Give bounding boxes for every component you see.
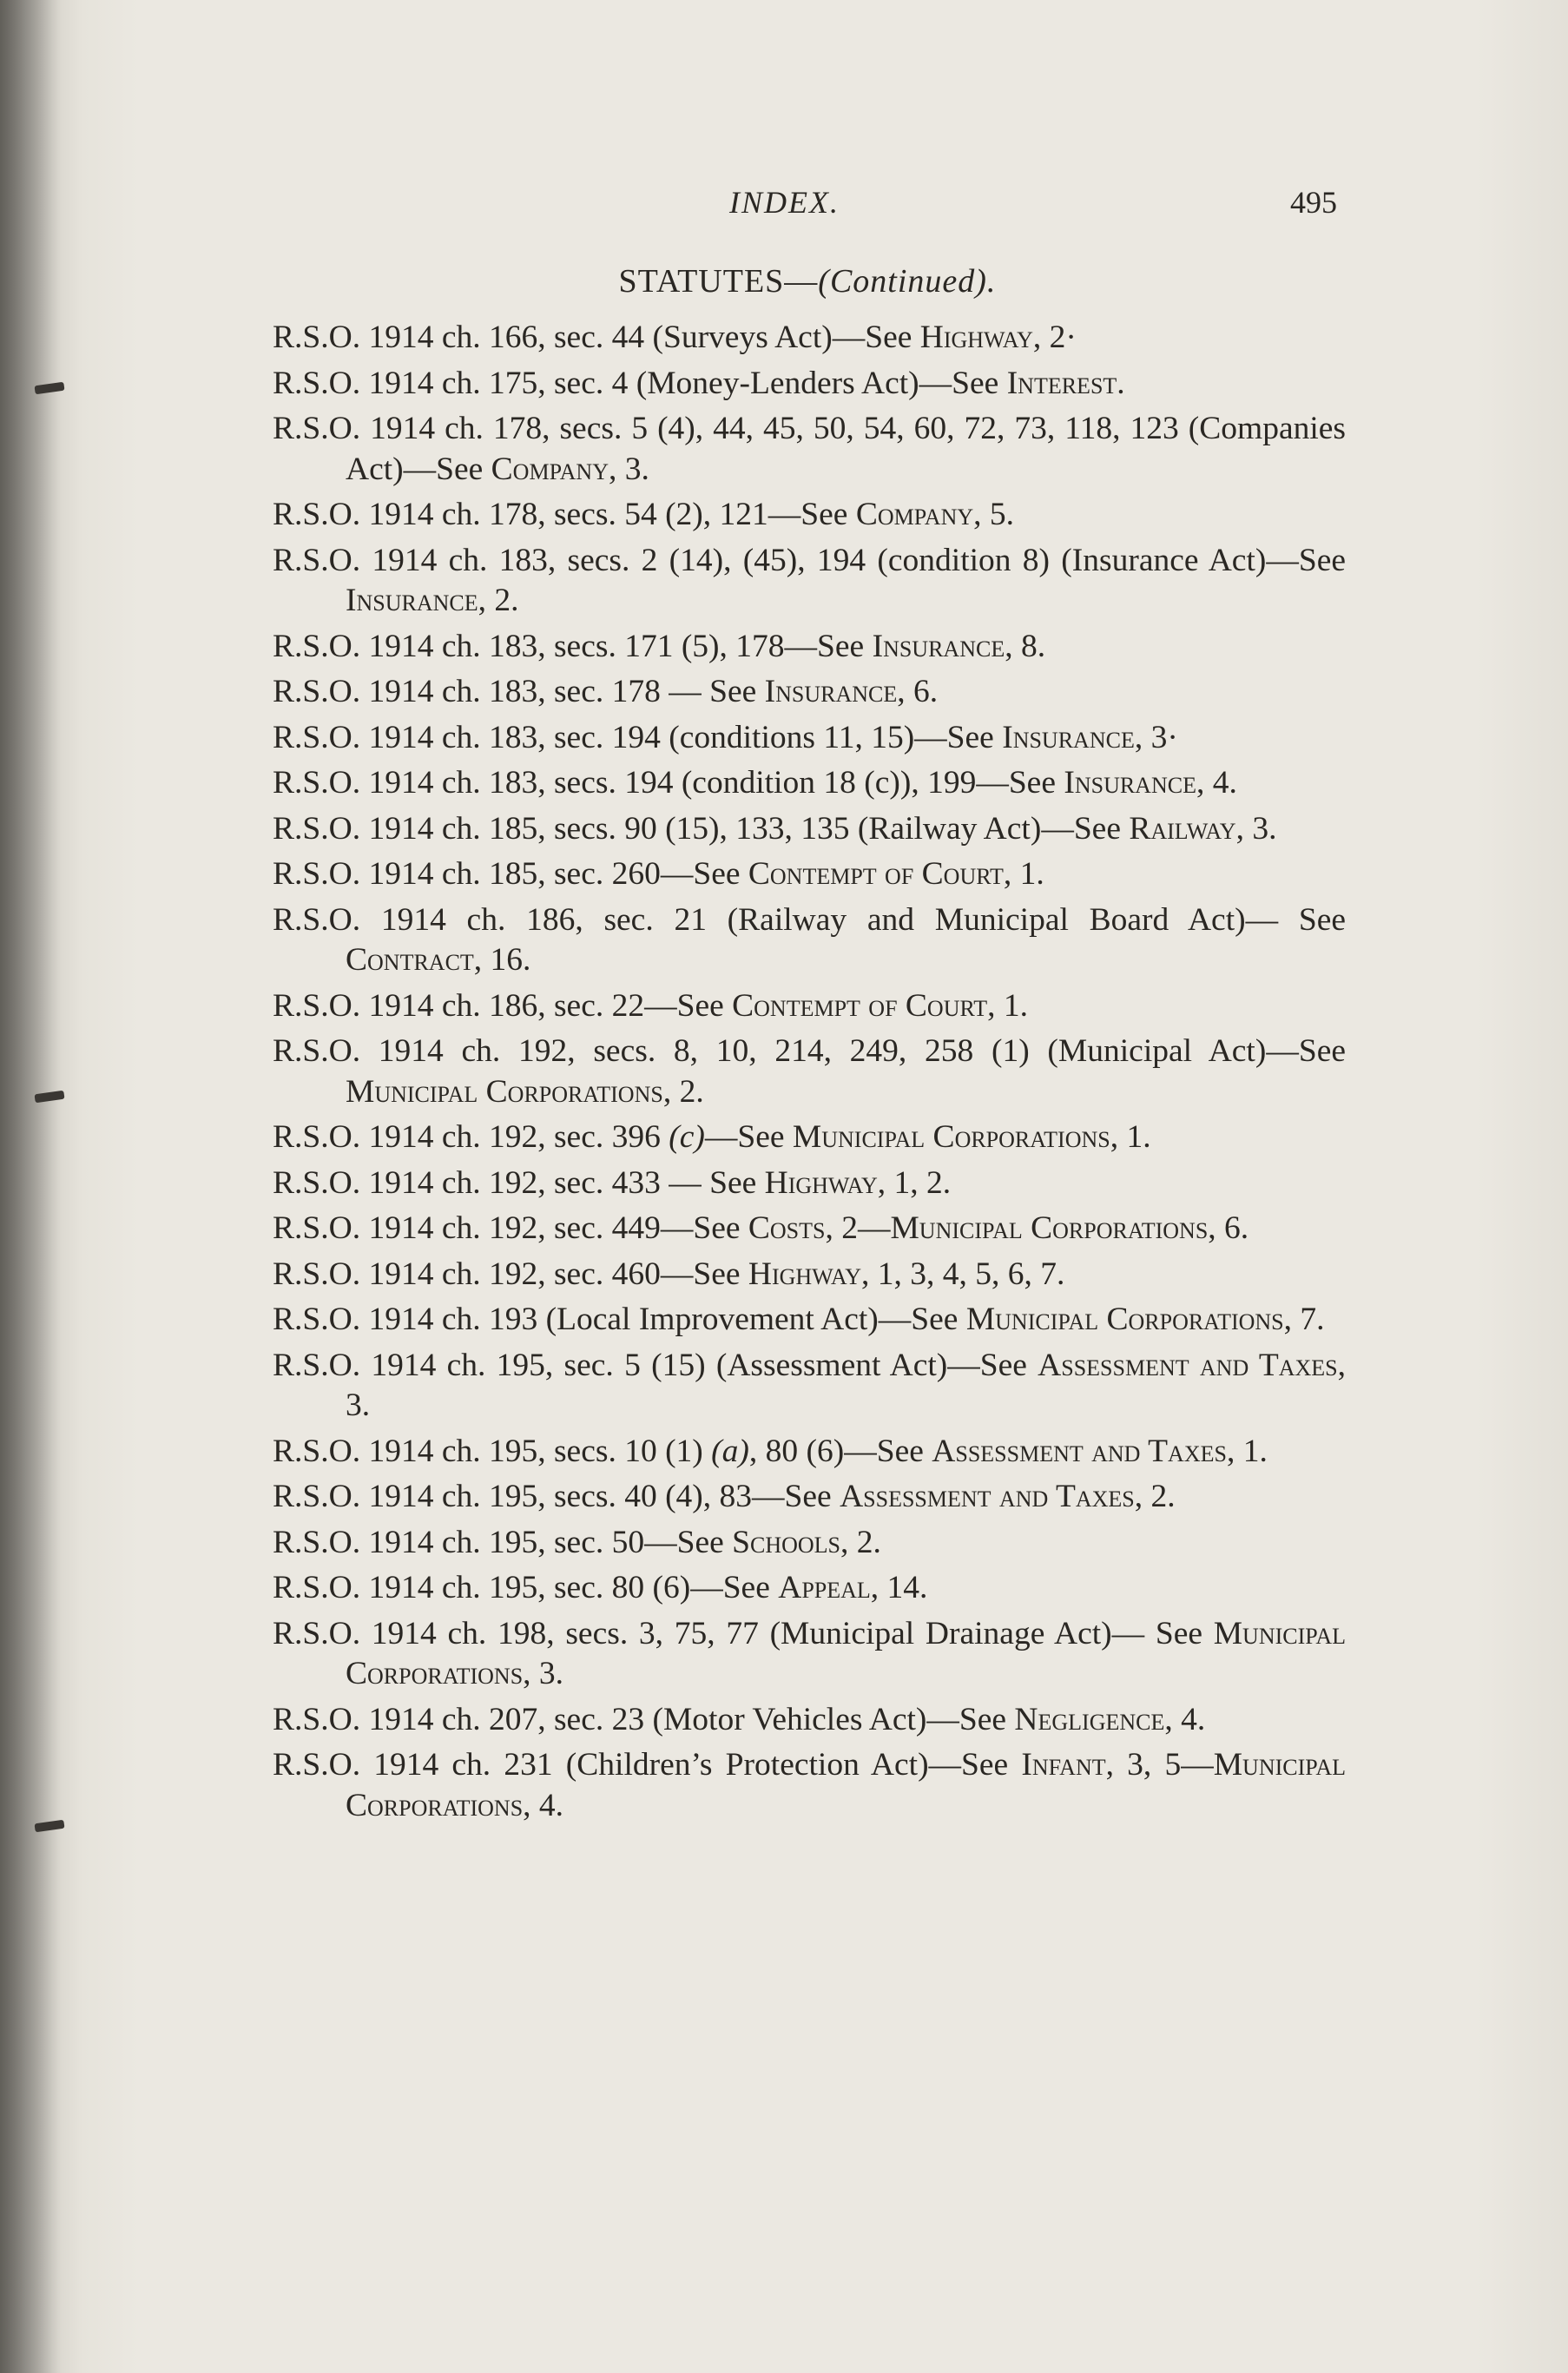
section-title-continued: (Continued).: [818, 263, 997, 300]
cross-reference: Assessment and Taxes: [840, 1479, 1135, 1514]
index-entry: [273, 809, 1346, 850]
index-entry: [273, 1477, 1346, 1518]
entry-text: R.S.O. 1914 ch. 207, sec. 23 (Motor Vehicles Act)—See: [273, 1701, 1015, 1737]
entry-text: R.S.O. 1914 ch. 195, sec. 80 (6)—See: [273, 1570, 779, 1605]
cross-reference: Municipal Corporations: [346, 1747, 1346, 1823]
entry-text: , 3·: [1134, 719, 1178, 755]
index-entry: [273, 409, 1346, 490]
entry-text: , 6.: [897, 674, 939, 709]
index-entry: [273, 1700, 1346, 1741]
entry-text: R.S.O. 1914 ch. 166, sec. 44 (Surveys Act)—See: [273, 320, 920, 355]
entry-text: , 2.: [662, 1073, 704, 1110]
cross-reference: Railway: [1129, 810, 1236, 847]
cross-reference: Appeal: [778, 1570, 871, 1605]
index-entry: [273, 854, 1346, 895]
entry-text: R.S.O. 1914 ch. 192, sec. 460—See: [273, 1256, 748, 1292]
cross-reference: Contempt of Court: [732, 987, 988, 1024]
entry-text: R.S.O. 1914 ch. 185, sec. 260—See: [273, 856, 748, 892]
entry-text: —See: [704, 1119, 793, 1155]
entry-text: , 16.: [473, 942, 531, 978]
cross-reference: Contract: [346, 942, 474, 978]
entry-text: R.S.O. 1914 ch. 195, sec. 5 (15) (Assessment Act)—See: [273, 1347, 1038, 1383]
entry-text: , 3.: [1235, 810, 1277, 847]
cross-reference: Assessment and Taxes: [932, 1433, 1227, 1469]
entry-text: R.S.O. 1914 ch. 183, secs. 171 (5), 178—See: [273, 628, 873, 664]
index-entry: [273, 318, 1346, 359]
entry-text: , 14.: [870, 1570, 928, 1605]
index-entry-list: [273, 318, 1346, 1831]
entry-text: R.S.O. 1914 ch. 178, secs. 5 (4), 44, 45, 50, 54, 60, 72, 73, 118, 123 (Companies Act)—See: [273, 411, 1346, 487]
entry-text: , 2—: [825, 1210, 891, 1246]
entry-text: R.S.O. 1914 ch. 195, secs. 10 (1): [273, 1433, 712, 1469]
entry-text: , 5.: [973, 497, 1015, 532]
entry-text: R.S.O. 1914 ch. 175, sec. 4 (Money-Lenders Act)—See: [273, 365, 1007, 401]
section-title: [278, 262, 1337, 300]
index-entry: [273, 364, 1346, 405]
running-header-title: INDEX.: [729, 185, 840, 220]
index-entry: [273, 1163, 1346, 1204]
entry-text: , 2·: [1032, 320, 1077, 355]
entry-text: , 4.: [1164, 1701, 1206, 1737]
entry-text: , 80 (6)—See: [748, 1433, 932, 1469]
entry-text: R.S.O. 1914 ch. 178, secs. 54 (2), 121—See: [273, 497, 856, 532]
index-entry: [273, 1255, 1346, 1295]
entry-text: R.S.O. 1914 ch. 198, secs. 3, 75, 77 (Municipal Drainage Act)— See: [273, 1615, 1214, 1651]
entry-text: , 7.: [1283, 1302, 1325, 1337]
cross-reference: Costs: [748, 1210, 826, 1246]
entry-text: R.S.O. 1914 ch. 183, secs. 194 (condition 18 (c)), 199—See: [273, 765, 1064, 801]
index-entry: [273, 1568, 1346, 1609]
index-entry: [273, 986, 1346, 1027]
entry-text: R.S.O. 1914 ch. 183, sec. 194 (conditions 11, 15)—See: [273, 719, 1003, 755]
entry-text: .: [1117, 365, 1125, 401]
entry-text: , 6.: [1208, 1210, 1249, 1246]
index-entry: [273, 1346, 1346, 1427]
entry-text: , 1.: [1110, 1119, 1151, 1155]
cross-reference: Infant: [1021, 1747, 1106, 1783]
cross-reference: Negligence: [1014, 1701, 1165, 1737]
entry-text: , 1, 3, 4, 5, 6, 7.: [861, 1256, 1065, 1292]
entry-text: R.S.O. 1914 ch. 192, sec. 449—See: [273, 1210, 748, 1246]
entry-text: , 2.: [478, 583, 519, 618]
cross-reference: Interest: [1006, 365, 1117, 401]
index-entry: [273, 763, 1346, 804]
cross-reference: Contempt of Court: [748, 856, 1004, 892]
entry-text: R.S.O. 1914 ch. 195, sec. 50—See: [273, 1524, 733, 1560]
index-entry: [273, 1209, 1346, 1249]
entry-text: , 1, 2.: [877, 1164, 952, 1201]
entry-text: R.S.O. 1914 ch. 183, sec. 178 — See: [273, 674, 765, 709]
cross-reference: Insurance: [346, 583, 478, 618]
binding-gutter: [0, 0, 61, 2373]
entry-text: R.S.O. 1914 ch. 185, secs. 90 (15), 133, 135 (Railway Act)—See: [273, 810, 1130, 847]
entry-text: R.S.O. 1914 ch. 192, secs. 8, 10, 214, 249, 258 (1) (Municipal Act)—See: [273, 1033, 1346, 1069]
entry-text: R.S.O. 1914 ch. 192, sec. 433 — See: [273, 1164, 765, 1201]
index-entry: [273, 1432, 1346, 1473]
entry-text: R.S.O. 1914 ch. 186, sec. 21 (Railway and Municipal Board Act)— See: [273, 901, 1346, 938]
entry-text: , 1.: [1003, 856, 1044, 892]
cross-reference: Insurance: [872, 628, 1005, 664]
cross-reference: Company: [491, 451, 609, 487]
cross-reference: Municipal Corporations: [965, 1302, 1284, 1337]
entry-text: , 3, 5—: [1105, 1747, 1214, 1783]
index-entry: [273, 900, 1346, 981]
cross-reference: Company: [855, 497, 974, 532]
index-entry: [273, 541, 1346, 622]
entry-text: , 8.: [1005, 628, 1046, 664]
index-entry: [273, 627, 1346, 668]
index-entry: [273, 1300, 1346, 1341]
entry-text: , 4.: [1196, 765, 1237, 801]
entry-text: , 1.: [1226, 1433, 1268, 1469]
index-entry: [273, 672, 1346, 713]
index-entry: [273, 1117, 1346, 1158]
entry-text: , 3.: [608, 451, 649, 487]
entry-text: R.S.O. 1914 ch. 192, sec. 396: [273, 1119, 669, 1155]
index-entry: [273, 1523, 1346, 1564]
running-header: [278, 184, 1337, 227]
entry-text: , 4.: [523, 1787, 564, 1823]
section-title-text: STATUTES—: [618, 263, 819, 300]
index-entry: [273, 495, 1346, 536]
index-entry: [273, 718, 1346, 759]
cross-reference: Assessment and Taxes: [1038, 1347, 1338, 1383]
entry-text: (c): [669, 1119, 705, 1155]
cross-reference: Municipal Corporations: [792, 1119, 1110, 1155]
cross-reference: Municipal Corporations: [346, 1615, 1346, 1691]
entry-text: R.S.O. 1914 ch. 186, sec. 22—See: [273, 987, 733, 1024]
index-entry: [273, 1614, 1346, 1695]
entry-text: R.S.O. 1914 ch. 193 (Local Improvement Act)—See: [273, 1302, 966, 1337]
entry-text: (a): [711, 1433, 749, 1469]
cross-reference: Municipal Corporations: [890, 1210, 1209, 1246]
entry-text: , 1.: [987, 987, 1029, 1024]
cross-reference: Schools: [732, 1524, 840, 1560]
cross-reference: Insurance: [1002, 719, 1135, 755]
entry-text: , 3.: [346, 1347, 1347, 1423]
page-number: 495: [1290, 185, 1337, 220]
index-entry: [273, 1032, 1346, 1112]
entry-text: , 2.: [840, 1524, 881, 1560]
cross-reference: Highway: [764, 1164, 878, 1201]
entry-text: R.S.O. 1914 ch. 195, secs. 40 (4), 83—See: [273, 1479, 840, 1514]
entry-text: R.S.O. 1914 ch. 183, secs. 2 (14), (45), 194 (condition 8) (Insurance Act)—See: [273, 542, 1346, 578]
cross-reference: Highway: [919, 320, 1033, 355]
entry-text: , 3.: [523, 1656, 564, 1691]
entry-text: R.S.O. 1914 ch. 231 (Children’s Protection Act)—See: [273, 1747, 1022, 1783]
cross-reference: Insurance: [1064, 765, 1196, 801]
index-entry: [273, 1745, 1346, 1826]
cross-reference: Highway: [748, 1256, 861, 1292]
cross-reference: Municipal Corporations: [346, 1073, 663, 1110]
entry-text: , 2.: [1134, 1479, 1176, 1514]
cross-reference: Insurance: [764, 674, 898, 709]
